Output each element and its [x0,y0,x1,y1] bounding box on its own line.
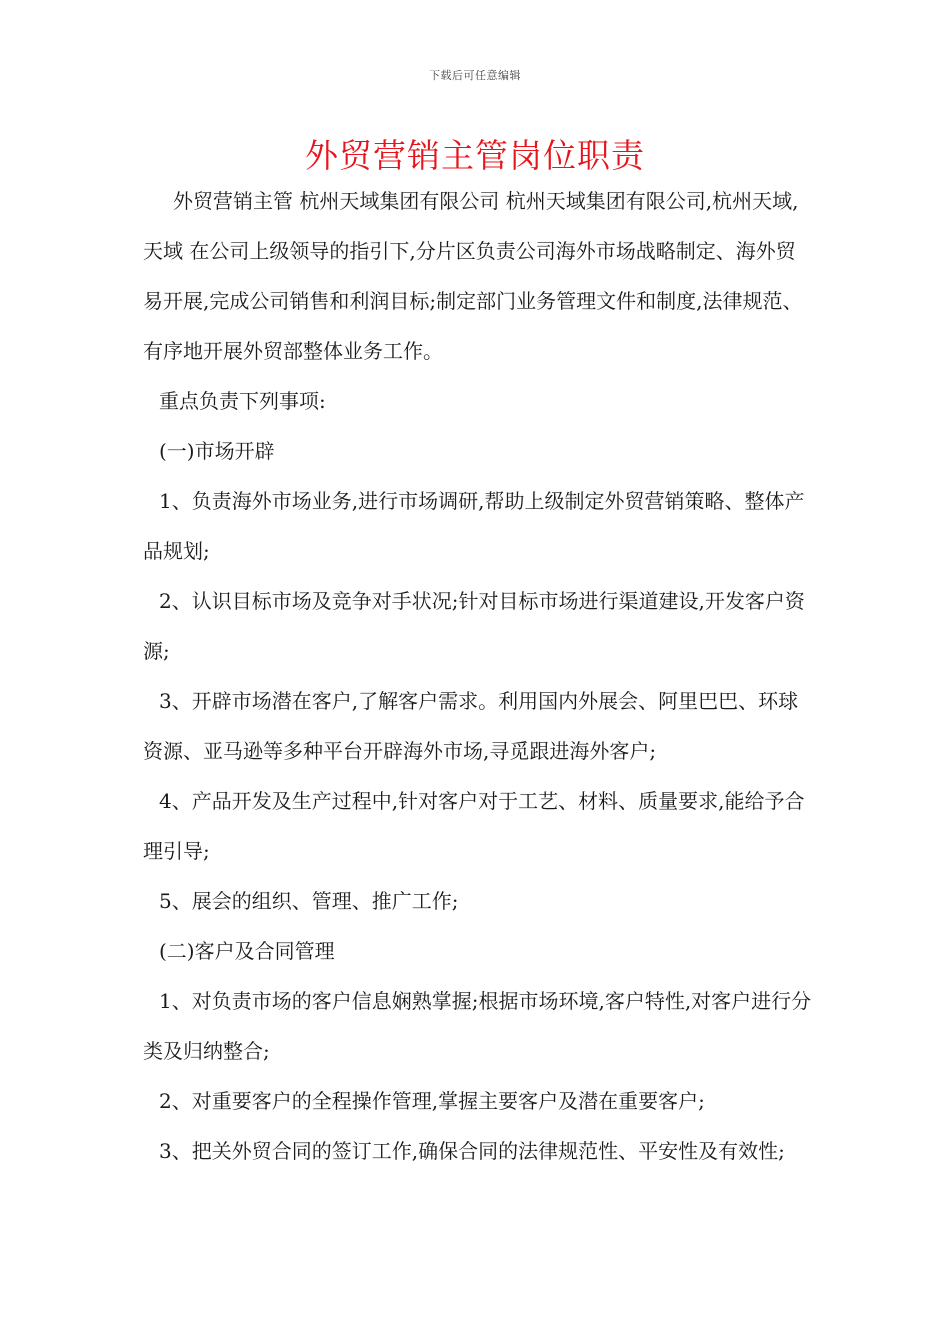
list-item: 3、把关外贸合同的签订工作,确保合同的法律规范性、平安性及有效性; [159,1139,785,1163]
document-body [143,176,813,1176]
list-item: 5、展会的组织、管理、推广工作; [159,889,459,913]
lead-paragraph: 重点负责下列事项: [159,389,326,413]
document-title: 外贸营销主管岗位职责 [305,136,645,175]
list-item: 1、对负责市场的客户信息娴熟掌握;根据市场环境,客户特性,对客户进行分类及归纳整合; [143,989,812,1063]
list-item: 1、负责海外市场业务,进行市场调研,帮助上级制定外贸营销策略、整体产品规划; [143,489,805,563]
list-item: 4、产品开发及生产过程中,针对客户对于工艺、材料、质量要求,能给予合理引导; [143,789,805,863]
list-item: 2、对重要客户的全程操作管理,掌握主要客户及潜在重要客户; [159,1089,705,1113]
intro-paragraph: 外贸营销主管 杭州天域集团有限公司 杭州天域集团有限公司,杭州天域,天域 在公司上级领导的指引下,分片区负责公司海外市场战略制定、海外贸易开展,完成公司销售和利润目标;制定部门业务管理文件和制度,法律规范、有序地开展外贸部整体业务工作。 [143,189,803,363]
list-item: 3、开辟市场潜在客户,了解客户需求。利用国内外展会、阿里巴巴、环球资源、亚马逊等多种平台开辟海外市场,寻觅跟进海外客户; [143,689,799,763]
list-item: 2、认识目标市场及竞争对手状况;针对目标市场进行渠道建设,开发客户资源; [143,589,805,663]
section-heading: (二)客户及合同管理 [159,939,335,963]
header-note: 下载后可任意编辑 [429,69,521,82]
section-heading: (一)市场开辟 [159,439,275,463]
